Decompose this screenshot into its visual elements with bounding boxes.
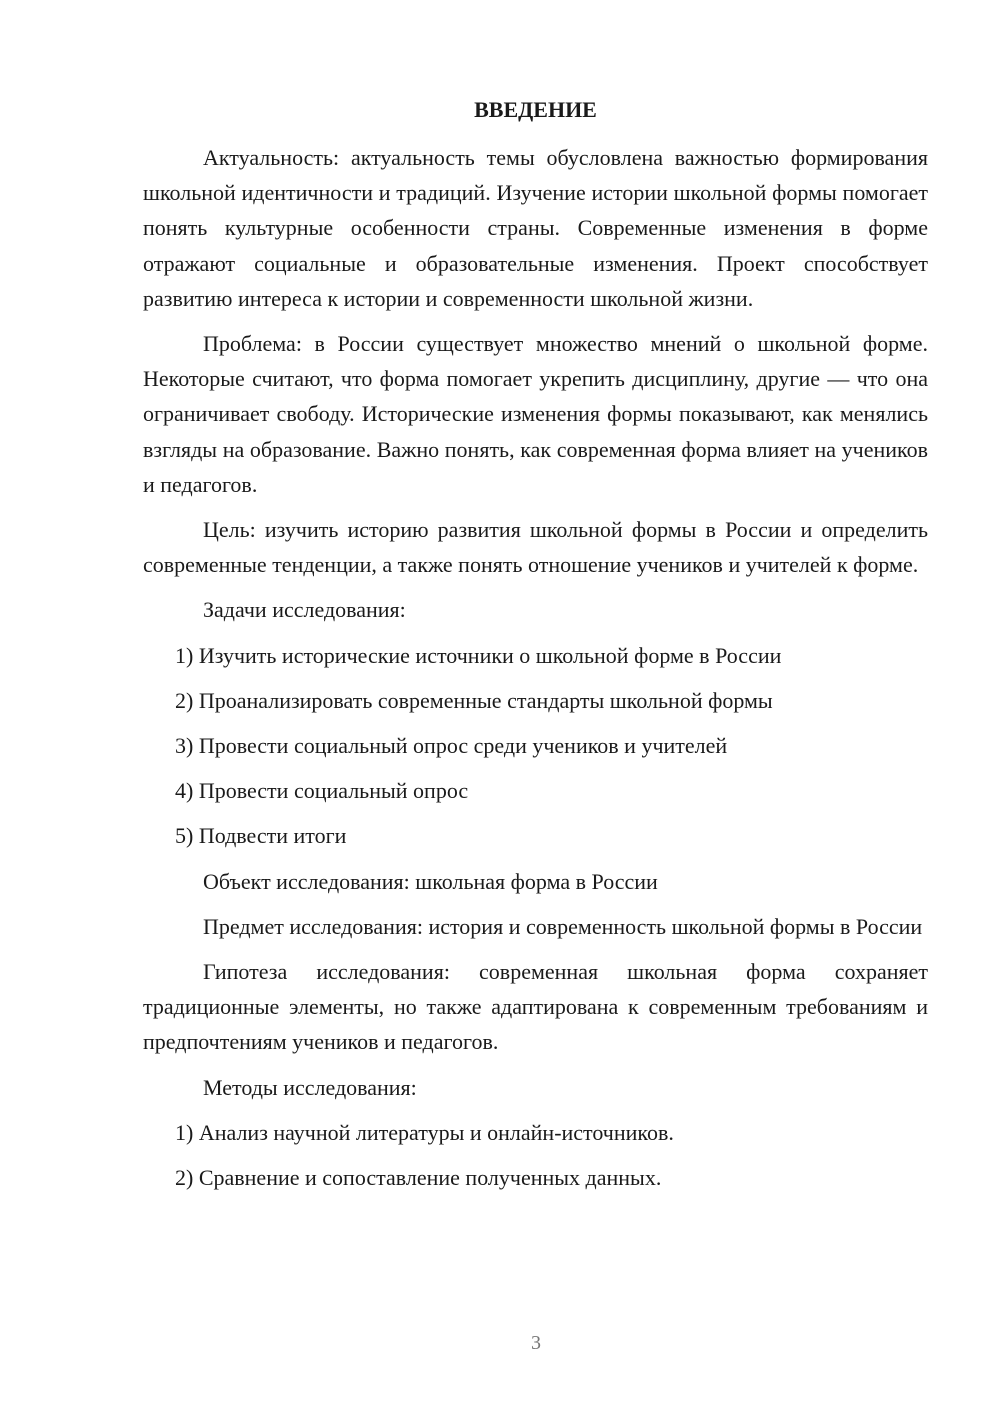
task-item: 4) Провести социальный опрос [175, 778, 469, 804]
subject-paragraph: Предмет исследования: история и современность школьной формы в России [203, 913, 923, 939]
goal-paragraph: Цель: изучить историю развития школьной формы в России и определить современные тенденции, а также понять отношение учеников и учителей к форме. [143, 517, 928, 578]
task-item: 2) Проанализировать современные стандарты школьной формы [175, 687, 773, 713]
section-heading: ВВЕДЕНИЕ [474, 97, 597, 122]
document-page [143, 92, 928, 1205]
relevance-paragraph: Актуальность: актуальность темы обусловлена важностью формирования школьной идентичности и традиций. Изучение истории школьной формы помогает понять культурные особенности страны. Современные изменения в форме отражают социальные и образовательные изменения. Проект способствует развитию интереса к истории и современности школьной жизни. [143, 145, 928, 311]
page-number: 3 [531, 1332, 541, 1354]
method-item: 1) Анализ научной литературы и онлайн-источников. [175, 1119, 674, 1145]
task-item: 5) Подвести итоги [175, 823, 347, 849]
method-item: 2) Сравнение и сопоставление полученных данных. [175, 1165, 662, 1191]
object-paragraph: Объект исследования: школьная форма в России [203, 868, 658, 894]
problem-paragraph: Проблема: в России существует множество мнений о школьной форме. Некоторые считают, что форма помогает укрепить дисциплину, другие — что она ограничивает свободу. Исторические изменения формы показывают, как менялись взгляды на образование. Важно понять, как современная форма влияет на учеников и педагогов. [143, 331, 928, 497]
task-item: 1) Изучить исторические источники о школьной форме в России [175, 642, 782, 668]
tasks-title: Задачи исследования: [203, 597, 406, 623]
methods-title: Методы исследования: [203, 1074, 417, 1100]
task-item: 3) Провести социальный опрос среди учеников и учителей [175, 733, 728, 759]
hypothesis-paragraph: Гипотеза исследования: современная школьная форма сохраняет традиционные элементы, но также адаптирована к современным требованиям и предпочтениям учеников и педагогов. [143, 959, 928, 1055]
